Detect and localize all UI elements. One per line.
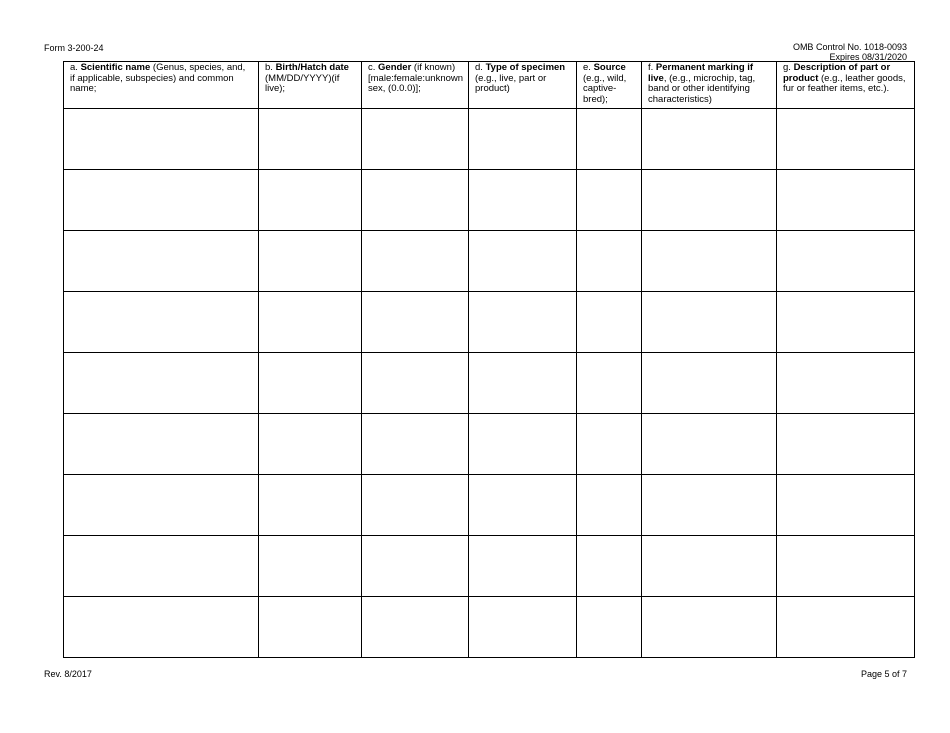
cell-gender[interactable] [362, 231, 469, 292]
cell-gender[interactable] [362, 109, 469, 170]
cell-permanent-marking[interactable] [642, 231, 777, 292]
table-row [64, 597, 915, 658]
cell-part-description[interactable] [777, 109, 915, 170]
cell-permanent-marking[interactable] [642, 414, 777, 475]
table-row [64, 475, 915, 536]
cell-specimen-type[interactable] [469, 109, 577, 170]
column-title: Birth/Hatch date [275, 62, 349, 73]
cell-gender[interactable] [362, 414, 469, 475]
cell-scientific-name[interactable] [64, 170, 259, 231]
cell-part-description[interactable] [777, 597, 915, 658]
cell-permanent-marking[interactable] [642, 292, 777, 353]
cell-birth-date[interactable] [259, 475, 362, 536]
column-description: (MM/DD/YYYY)(if live); [265, 72, 340, 94]
cell-permanent-marking[interactable] [642, 109, 777, 170]
form-number: Form 3-200-24 [44, 43, 104, 53]
column-header-gender [362, 62, 469, 109]
table-row [64, 292, 915, 353]
column-title: Type of specimen [485, 62, 566, 73]
cell-source[interactable] [577, 353, 642, 414]
table-row [64, 170, 915, 231]
table-row [64, 231, 915, 292]
column-header-part-description [777, 62, 915, 109]
cell-permanent-marking[interactable] [642, 475, 777, 536]
column-description: (Genus, species, and, if applicable, subspecies) and common name; [70, 62, 246, 94]
cell-scientific-name[interactable] [64, 475, 259, 536]
omb-info [793, 43, 907, 62]
cell-birth-date[interactable] [259, 353, 362, 414]
cell-permanent-marking[interactable] [642, 536, 777, 597]
cell-source[interactable] [577, 292, 642, 353]
cell-permanent-marking[interactable] [642, 170, 777, 231]
table-row [64, 109, 915, 170]
table-row [64, 414, 915, 475]
cell-birth-date[interactable] [259, 109, 362, 170]
column-description: (e.g., leather goods, fur or feather items, etc.). [783, 72, 906, 94]
column-title: Description of part or product [783, 62, 891, 84]
cell-source[interactable] [577, 170, 642, 231]
cell-scientific-name[interactable] [64, 109, 259, 170]
expiration-date: Expires 08/31/2020 [829, 51, 907, 62]
cell-source[interactable] [577, 597, 642, 658]
cell-source[interactable] [577, 414, 642, 475]
cell-source[interactable] [577, 109, 642, 170]
cell-part-description[interactable] [777, 231, 915, 292]
column-title: Permanent marking if live [648, 62, 754, 84]
cell-specimen-type[interactable] [469, 353, 577, 414]
page-number: Page 5 of 7 [860, 669, 907, 679]
cell-birth-date[interactable] [259, 231, 362, 292]
column-prefix: g. [783, 62, 794, 73]
revision-date: Rev. 8/2017 [44, 669, 92, 679]
cell-gender[interactable] [362, 170, 469, 231]
cell-scientific-name[interactable] [64, 597, 259, 658]
table-row [64, 353, 915, 414]
cell-gender[interactable] [362, 597, 469, 658]
cell-part-description[interactable] [777, 475, 915, 536]
cell-scientific-name[interactable] [64, 414, 259, 475]
cell-scientific-name[interactable] [64, 353, 259, 414]
cell-permanent-marking[interactable] [642, 597, 777, 658]
column-title: Scientific name [80, 62, 151, 73]
cell-specimen-type[interactable] [469, 597, 577, 658]
cell-source[interactable] [577, 231, 642, 292]
column-description: (e.g., wild, captive-bred); [583, 72, 627, 105]
column-prefix: b. [265, 62, 276, 73]
column-header-specimen-type [469, 62, 577, 109]
column-title: Source [593, 62, 626, 73]
table-body [64, 109, 915, 658]
column-description: , (e.g., microchip, tag, band or other identifying characteristics) [648, 72, 756, 105]
cell-scientific-name[interactable] [64, 292, 259, 353]
cell-birth-date[interactable] [259, 414, 362, 475]
cell-part-description[interactable] [777, 292, 915, 353]
cell-specimen-type[interactable] [469, 231, 577, 292]
cell-part-description[interactable] [777, 170, 915, 231]
cell-part-description[interactable] [777, 414, 915, 475]
column-title: Gender [378, 62, 412, 73]
column-header-birth-date [259, 62, 362, 109]
cell-scientific-name[interactable] [64, 536, 259, 597]
table-header-row [64, 62, 915, 109]
cell-gender[interactable] [362, 292, 469, 353]
column-description: (e.g., live, part or product) [475, 72, 547, 94]
cell-source[interactable] [577, 536, 642, 597]
cell-permanent-marking[interactable] [642, 353, 777, 414]
column-description: (if known) [male:female:unknown sex, (0.0.0)]; [368, 62, 464, 94]
column-header-permanent-marking [642, 62, 777, 109]
cell-birth-date[interactable] [259, 292, 362, 353]
cell-specimen-type[interactable] [469, 170, 577, 231]
column-prefix: f. [648, 62, 656, 73]
cell-birth-date[interactable] [259, 597, 362, 658]
column-prefix: e. [583, 62, 594, 73]
cell-source[interactable] [577, 475, 642, 536]
table-row [64, 536, 915, 597]
cell-gender[interactable] [362, 353, 469, 414]
column-header-source [577, 62, 642, 109]
cell-specimen-type[interactable] [469, 292, 577, 353]
omb-control-number: OMB Control No. 1018-0093 [792, 42, 907, 52]
cell-birth-date[interactable] [259, 170, 362, 231]
column-prefix: c. [368, 62, 379, 73]
cell-part-description[interactable] [777, 353, 915, 414]
cell-specimen-type[interactable] [469, 414, 577, 475]
cell-birth-date[interactable] [259, 536, 362, 597]
cell-scientific-name[interactable] [64, 231, 259, 292]
specimen-table [63, 61, 915, 658]
cell-part-description[interactable] [777, 536, 915, 597]
cell-gender[interactable] [362, 475, 469, 536]
cell-specimen-type[interactable] [469, 475, 577, 536]
column-header-scientific-name [64, 62, 259, 109]
column-prefix: a. [70, 62, 81, 73]
cell-specimen-type[interactable] [469, 536, 577, 597]
column-prefix: d. [475, 62, 486, 73]
cell-gender[interactable] [362, 536, 469, 597]
